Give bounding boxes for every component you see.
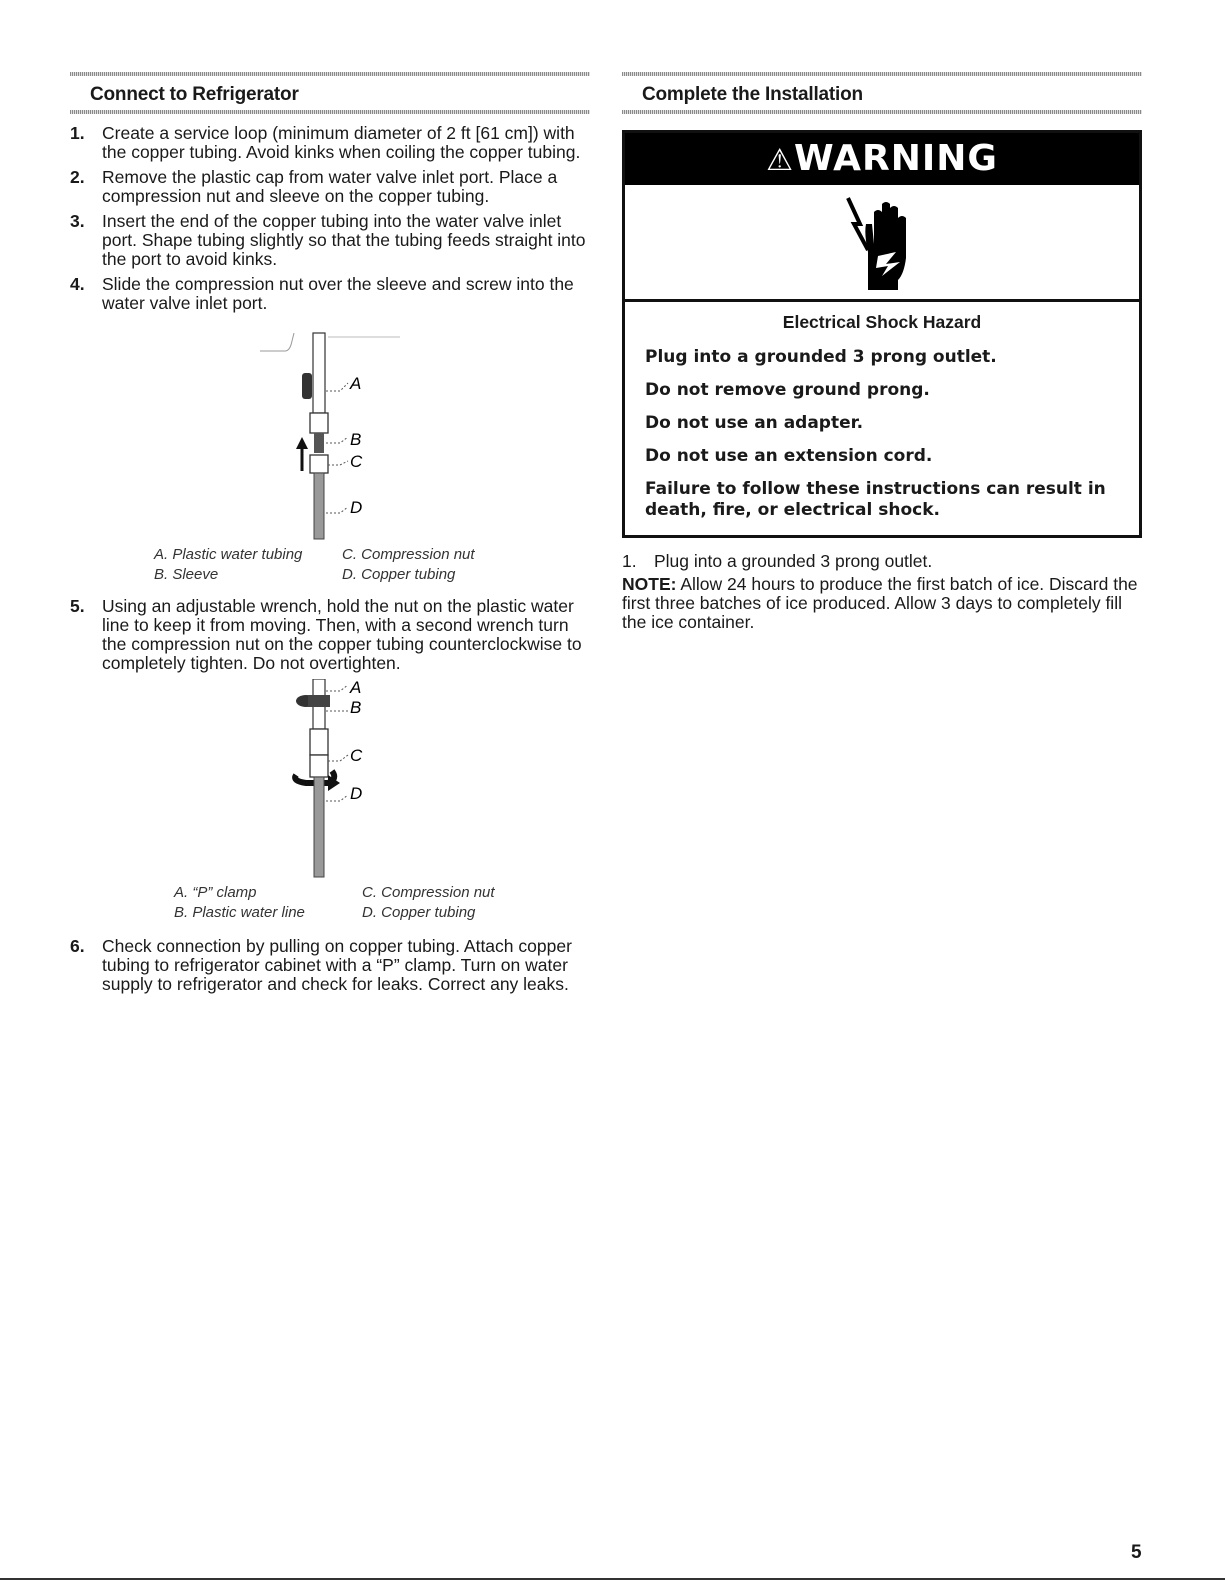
steps-list-a [70, 124, 590, 313]
fig2-label-b: B [350, 698, 362, 717]
steps-list-c [70, 937, 590, 994]
step-item: 3. Insert the end of the copper tubing into the water valve inlet port. Shape tubing slightly so that the tubing feeds straight into the port to avoid kinks. [70, 211, 586, 269]
warning-line: Plug into a grounded 3 prong outlet. [645, 347, 997, 367]
step-item: 1. Create a service loop (minimum diameter of 2 ft [61 cm]) with the copper tubing. Avoid kinks when coiling the copper tubing. [70, 123, 581, 162]
tubing-diagram-1 [70, 321, 590, 541]
fig1-label-a: A [350, 374, 362, 393]
warning-line: Do not use an adapter. [645, 413, 864, 433]
section-header-complete [622, 72, 1142, 122]
tubing-diagram-2 [70, 679, 590, 879]
step-item: 6. Check connection by pulling on copper tubing. Attach copper tubing to refrigerator cabinet with a “P” clamp. Turn on water supply to refrigerator and check for leaks. Correct any leaks. [70, 936, 572, 994]
header-rule-bottom [70, 110, 590, 114]
hazard-title: Electrical Shock Hazard [782, 312, 982, 332]
header-rule-bottom [622, 110, 1142, 114]
step-item: 2. Remove the plastic cap from water valve inlet port. Place a compression nut and sleeve on the copper tubing. [70, 167, 558, 206]
caption-item: D. Copper tubing [342, 566, 456, 583]
warning-body [625, 302, 1139, 535]
fig1-label-d: D [350, 498, 363, 517]
fig1-label-c: C [350, 452, 363, 471]
page-bottom-rule [0, 1578, 1225, 1580]
caption-item: A. Plastic water tubing [154, 546, 303, 563]
warning-line: Do not use an extension cord. [645, 446, 933, 466]
caption-item: C. Compression nut [362, 884, 495, 901]
warning-title: WARNING [794, 138, 998, 179]
warning-box [622, 130, 1142, 538]
section-title-connect: Connect to Refrigerator [90, 84, 299, 105]
steps-list-b [70, 597, 590, 673]
header-rule-top [622, 72, 1142, 76]
section-title-complete: Complete the Installation [642, 84, 863, 105]
header-rule-top [70, 72, 590, 76]
right-column [622, 72, 1142, 632]
fig2-label-d: D [350, 784, 363, 803]
left-column [70, 72, 590, 1000]
step-item: 5. Using an adjustable wrench, hold the nut on the plastic water line to keep it from moving. Then, with a second wrench turn the compression nut on the copper tubing counterclockwise to completely tighten. Do not overtighten. [70, 596, 582, 673]
warning-line: Failure to follow these instructions can result in death, fire, or electrical shock. [645, 479, 1106, 520]
page-number: 5 [1131, 1542, 1142, 1563]
figure-connect-tubing [70, 321, 590, 541]
fig2-label-a: A [350, 679, 362, 697]
electric-shock-hand-icon [842, 194, 922, 290]
warning-triangle-icon: ⚠ [766, 143, 795, 178]
warning-header [625, 133, 1139, 185]
section-header-connect [70, 72, 590, 122]
caption-item: B. Plastic water line [174, 904, 305, 921]
caption-item: B. Sleeve [154, 566, 219, 583]
note-label: NOTE: [622, 574, 677, 594]
caption-item: D. Copper tubing [362, 904, 476, 921]
figure1-caption [154, 545, 590, 585]
warning-line: Do not remove ground prong. [645, 380, 930, 400]
note-paragraph [622, 575, 1142, 632]
step-item: 1. Plug into a grounded 3 prong outlet. [622, 551, 933, 571]
fig2-label-c: C [350, 746, 363, 765]
caption-item: A. “P” clamp [174, 884, 257, 901]
figure-tighten-nut [70, 679, 590, 879]
warning-pictogram [625, 185, 1139, 302]
step-item: 4. Slide the compression nut over the sleeve and screw into the water valve inlet port. [70, 274, 574, 313]
steps-list-complete [622, 552, 1142, 571]
caption-item: C. Compression nut [342, 546, 475, 563]
note-text: Allow 24 hours to produce the first batch of ice. Discard the first three batches of ice produced. Allow 3 days to completely fill the ice container. [622, 574, 1138, 632]
figure2-caption [174, 883, 590, 923]
fig1-label-b: B [350, 430, 362, 449]
